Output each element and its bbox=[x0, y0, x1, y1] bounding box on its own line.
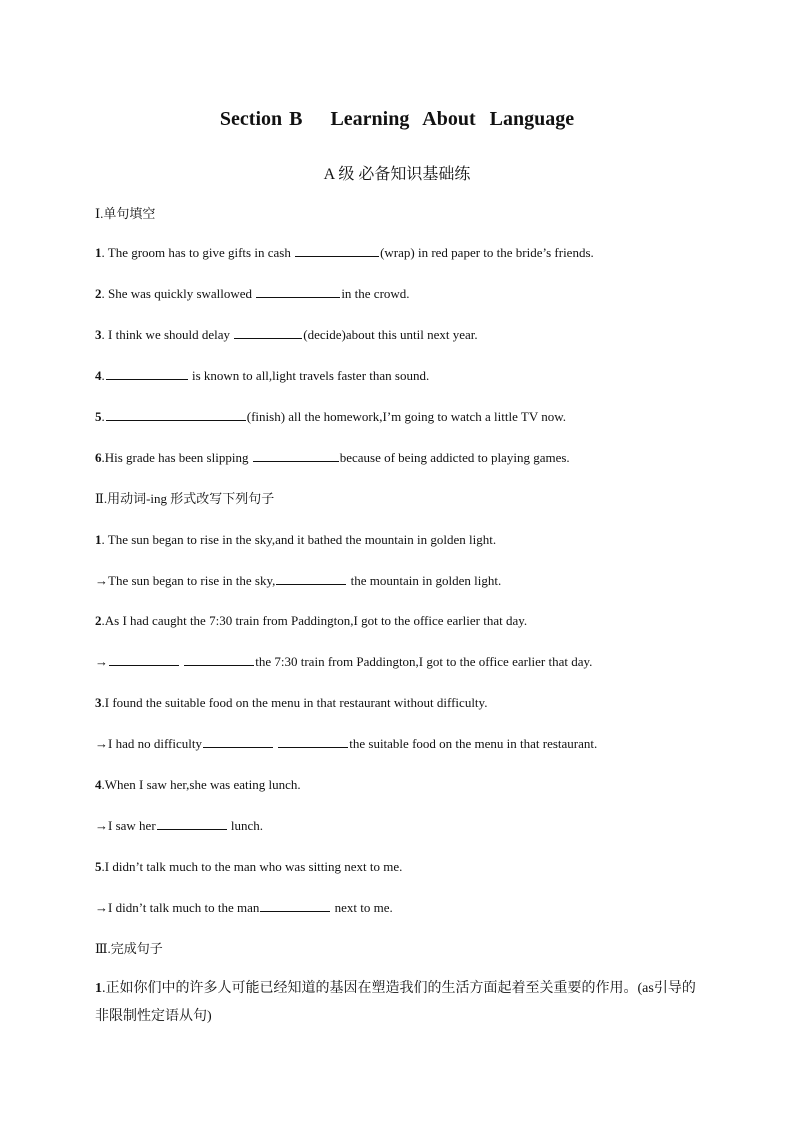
rewrite-after: next to me. bbox=[331, 900, 393, 915]
item-number: 5 bbox=[95, 859, 102, 874]
item-text-before: . bbox=[101, 368, 105, 383]
rewrite-before: →I saw her bbox=[95, 818, 156, 833]
item-text-after: (finish) all the homework,I’m going to watch a little TV now. bbox=[246, 409, 567, 424]
item-text-before: .His grade has been slipping bbox=[101, 450, 252, 465]
answer-blank[interactable] bbox=[203, 735, 273, 748]
item-number: 6 bbox=[95, 450, 102, 465]
answer-blank[interactable] bbox=[278, 735, 348, 748]
rewrite-after: the mountain in golden light. bbox=[347, 573, 502, 588]
page-title: Section B Learning About Language bbox=[219, 108, 575, 130]
answer-blank[interactable] bbox=[276, 572, 346, 585]
answer-blank[interactable] bbox=[109, 653, 179, 666]
item-number: 1 bbox=[95, 245, 102, 260]
answer-blank[interactable] bbox=[234, 326, 302, 339]
part1-item-1 bbox=[95, 244, 715, 262]
original-sentence: . The sun began to rise in the sky,and it bathed the mountain in golden light. bbox=[101, 532, 497, 547]
section-heading-2: Ⅱ.用动词-ing 形式改写下列句子 bbox=[95, 491, 275, 506]
original-sentence: .When I saw her,she was eating lunch. bbox=[101, 777, 301, 792]
item-text-after: because of being addicted to playing games. bbox=[339, 450, 570, 465]
part2-item-3-original bbox=[95, 694, 715, 712]
part1-item-6 bbox=[95, 449, 715, 467]
answer-blank[interactable] bbox=[106, 367, 188, 380]
rewrite-before: →The sun began to rise in the sky, bbox=[95, 573, 276, 588]
item-text-before: . I think we should delay bbox=[101, 327, 234, 342]
item-number: 1 bbox=[95, 981, 102, 996]
item-number: 2 bbox=[95, 613, 102, 628]
part2-item-5-rewrite bbox=[95, 899, 715, 917]
item-text: .正如你们中的许多人可能已经知道的基因在塑造我们的生活方面起着至关重要的作用。(as引导的非限制性定语从句) bbox=[95, 981, 696, 1024]
part2-item-5-original bbox=[95, 858, 715, 876]
item-text-after: (decide)about this until next year. bbox=[303, 327, 478, 342]
part1-item-3 bbox=[95, 326, 715, 344]
section-heading-3: Ⅲ.完成句子 bbox=[95, 941, 163, 956]
item-text-before: . She was quickly swallowed bbox=[101, 286, 256, 301]
part1-item-4 bbox=[95, 367, 715, 385]
part2-item-3-rewrite bbox=[95, 735, 715, 753]
item-number: 4 bbox=[95, 777, 102, 792]
answer-blank[interactable] bbox=[295, 244, 379, 257]
item-number: 5 bbox=[95, 409, 102, 424]
original-sentence: .I found the suitable food on the menu in that restaurant without difficulty. bbox=[101, 695, 488, 710]
rewrite-before: → bbox=[95, 654, 108, 669]
item-number: 3 bbox=[95, 695, 102, 710]
item-number: 3 bbox=[95, 327, 102, 342]
part2-item-2-rewrite bbox=[95, 653, 715, 671]
answer-blank[interactable] bbox=[184, 653, 254, 666]
item-text-after: (wrap) in red paper to the bride’s friends. bbox=[380, 245, 594, 260]
answer-blank[interactable] bbox=[256, 285, 340, 298]
part3-item-1 bbox=[95, 975, 700, 1031]
part1-item-2 bbox=[95, 285, 715, 303]
rewrite-after: lunch. bbox=[227, 818, 264, 833]
section-heading-1: Ⅰ.单句填空 bbox=[95, 206, 156, 221]
rewrite-after: the suitable food on the menu in that restaurant. bbox=[349, 736, 598, 751]
item-text-after: in the crowd. bbox=[341, 286, 410, 301]
answer-blank[interactable] bbox=[157, 817, 227, 830]
part1-item-5 bbox=[95, 408, 715, 426]
answer-blank[interactable] bbox=[253, 449, 339, 462]
answer-blank[interactable] bbox=[106, 408, 246, 421]
item-text-before: . The groom has to give gifts in cash bbox=[101, 245, 295, 260]
item-number: 1 bbox=[95, 532, 102, 547]
rewrite-before: →I didn’t talk much to the man bbox=[95, 900, 260, 915]
part2-item-4-rewrite bbox=[95, 817, 715, 835]
item-number: 4 bbox=[95, 368, 102, 383]
item-text-before: . bbox=[101, 409, 105, 424]
original-sentence: .I didn’t talk much to the man who was sitting next to me. bbox=[101, 859, 403, 874]
rewrite-before: →I had no difficulty bbox=[95, 736, 202, 751]
answer-blank[interactable] bbox=[260, 899, 330, 912]
original-sentence: .As I had caught the 7:30 train from Paddington,I got to the office earlier that day. bbox=[101, 613, 528, 628]
part2-item-4-original bbox=[95, 776, 715, 794]
item-text-after: is known to all,light travels faster than sound. bbox=[188, 368, 430, 383]
part2-item-1-rewrite bbox=[95, 572, 715, 590]
page-subtitle: A 级 必备知识基础练 bbox=[323, 166, 471, 183]
rewrite-after: the 7:30 train from Paddington,I got to the office earlier that day. bbox=[255, 654, 593, 669]
part2-item-1-original bbox=[95, 531, 715, 549]
part2-item-2-original bbox=[95, 612, 715, 630]
item-number: 2 bbox=[95, 286, 102, 301]
